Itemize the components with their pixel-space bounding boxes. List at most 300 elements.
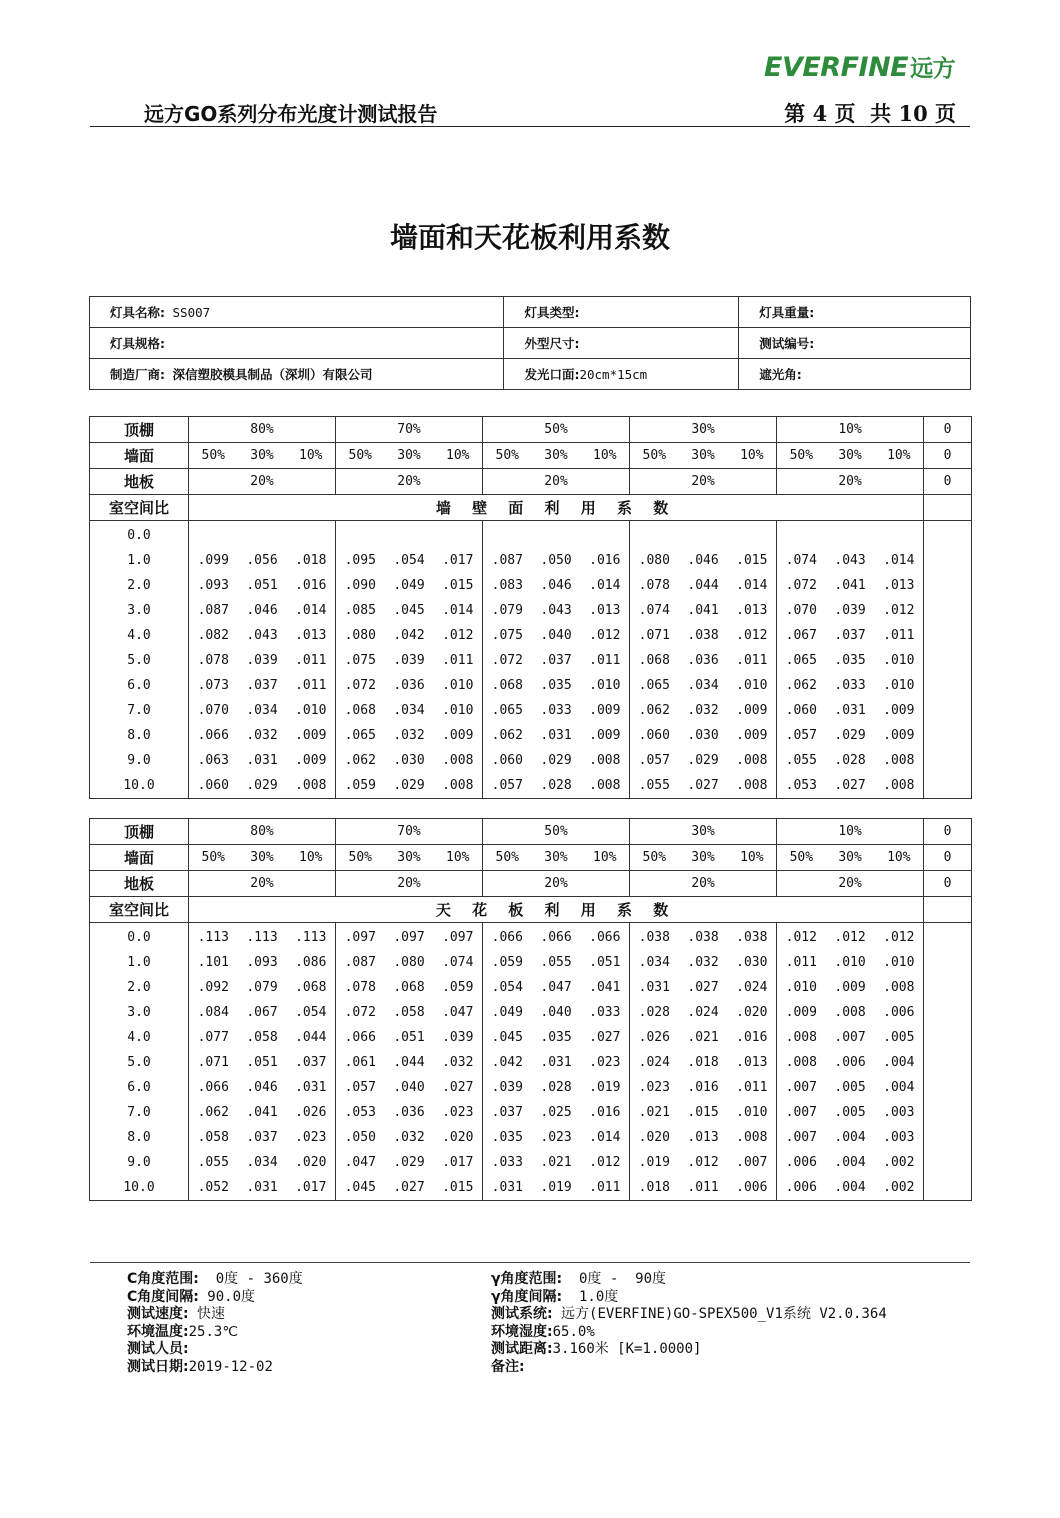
wall-row [90, 443, 972, 469]
coefficient-cell: .053 [344, 1105, 376, 1120]
coefficient-cell: .023 [434, 1100, 483, 1125]
coefficient-cell: .113 [287, 923, 336, 951]
coefficient-cell: .079 [491, 603, 523, 618]
coefficient-cell: .066 [197, 1080, 229, 1095]
wall-reflectance: 10% [287, 443, 336, 469]
coefficient-cell: .013 [687, 1130, 719, 1145]
coefficient-cell: .016 [687, 1080, 719, 1095]
coefficient-cell: .097 [393, 930, 425, 945]
coefficient-cell: .009 [728, 698, 777, 723]
section-title-row [90, 495, 972, 521]
coefficient-cell: .009 [581, 698, 630, 723]
coefficient-cell: .036 [687, 653, 719, 668]
empty-cell [924, 923, 972, 951]
coefficient-cell: .008 [785, 1030, 817, 1045]
coefficient-cell: .008 [728, 1125, 777, 1150]
coefficient-cell [336, 521, 385, 549]
coefficient-cell: .023 [638, 1080, 670, 1095]
table-row [90, 950, 972, 975]
floor-reflectance: 20% [777, 871, 924, 897]
coefficient-cell: .037 [834, 628, 866, 643]
floor-reflectance: 20% [483, 469, 630, 495]
coefficient-cell: .044 [687, 578, 719, 593]
empty-cell [924, 1025, 972, 1050]
footer-divider [90, 1262, 970, 1263]
coefficient-cell: .008 [581, 773, 630, 799]
coefficient-cell: .011 [581, 1175, 630, 1201]
empty-cell [924, 521, 972, 549]
coefficient-cell: .006 [785, 1155, 817, 1170]
coefficient-cell: .041 [834, 578, 866, 593]
coefficient-cell: .062 [197, 1105, 229, 1120]
coefficient-cell: .016 [287, 573, 336, 598]
coefficient-cell: .093 [197, 578, 229, 593]
footer-line: C角度间隔: 90.0度 [127, 1288, 256, 1305]
coefficient-cell: .038 [687, 628, 719, 643]
coefficient-cell: .002 [875, 1150, 924, 1175]
coefficient-cell: .027 [581, 1025, 630, 1050]
coefficient-cell: .040 [540, 628, 572, 643]
coefficient-cell: .078 [638, 578, 670, 593]
wall-reflectance: 30% [385, 443, 434, 469]
coefficient-cell: .004 [826, 1175, 875, 1201]
coefficient-cell: .033 [540, 703, 572, 718]
wall-reflectance: 50% [483, 845, 532, 871]
ceiling-reflectance: 50% [483, 819, 630, 845]
everfine-logo: EVERFINE远方 [764, 52, 956, 83]
table-row [90, 673, 972, 698]
coefficient-cell: .039 [834, 603, 866, 618]
coefficient-cell: .015 [728, 548, 777, 573]
coefficient-cell: .041 [246, 1105, 278, 1120]
wall-reflectance: 50% [630, 845, 679, 871]
empty-cell [924, 1150, 972, 1175]
floor-reflectance: 20% [189, 871, 336, 897]
coefficient-cell: .011 [875, 623, 924, 648]
row-label: 顶棚 [90, 417, 189, 443]
wall-reflectance: 10% [875, 845, 924, 871]
section-title-row [90, 897, 972, 923]
coefficient-cell: .034 [687, 678, 719, 693]
coefficient-cell: .008 [287, 773, 336, 799]
coefficient-cell: .085 [344, 603, 376, 618]
coefficient-cell: .009 [728, 723, 777, 748]
wall-reflectance: 30% [532, 845, 581, 871]
coefficient-cell: .068 [344, 703, 376, 718]
coefficient-cell: .054 [393, 553, 425, 568]
coefficient-cell: .018 [287, 548, 336, 573]
coefficient-cell: .051 [393, 1030, 425, 1045]
coefficient-cell: .017 [287, 1175, 336, 1201]
ceiling-reflectance: 80% [189, 417, 336, 443]
wall-reflectance: 10% [287, 845, 336, 871]
ceiling-reflectance: 70% [336, 417, 483, 443]
coefficient-cell: .039 [246, 653, 278, 668]
coefficient-cell: .065 [638, 678, 670, 693]
coefficient-cell: .065 [785, 653, 817, 668]
coefficient-cell: .011 [785, 955, 817, 970]
coefficient-cell: .079 [246, 980, 278, 995]
wall-reflectance: 10% [581, 845, 630, 871]
wall-reflectance: 30% [238, 845, 287, 871]
empty-cell [924, 1175, 972, 1201]
coefficient-cell: .066 [197, 728, 229, 743]
coefficient-cell: .029 [687, 753, 719, 768]
wall-reflectance: 10% [434, 845, 483, 871]
coefficient-cell: .011 [287, 648, 336, 673]
page-number: 第 4 页 共 10 页 [784, 101, 956, 126]
coefficient-cell [287, 521, 336, 549]
footer-line: γ角度范围: 0度 - 90度 [491, 1271, 666, 1287]
empty-cell [924, 598, 972, 623]
coefficient-cell: .042 [491, 1055, 523, 1070]
coefficient-cell: .029 [834, 728, 866, 743]
coefficient-cell: .027 [679, 773, 728, 799]
empty-cell [924, 648, 972, 673]
coefficient-cell: .078 [197, 653, 229, 668]
coefficient-cell: .040 [540, 1005, 572, 1020]
ceiling-reflectance: 10% [777, 417, 924, 443]
coefficient-cell: .012 [875, 598, 924, 623]
coefficient-cell: .067 [785, 628, 817, 643]
coefficient-cell: .026 [638, 1030, 670, 1045]
fixture-info-table [89, 296, 971, 390]
coefficient-cell: .059 [434, 975, 483, 1000]
rcr-value: 10.0 [90, 1175, 189, 1201]
empty-cell [924, 548, 972, 573]
table-row [90, 1000, 972, 1025]
coefficient-cell: .095 [344, 553, 376, 568]
row-label: 室空间比 [90, 495, 189, 521]
table-row [90, 923, 972, 951]
coefficient-cell: .014 [287, 598, 336, 623]
footer-line: 环境温度:25.3℃ [127, 1323, 239, 1340]
coefficient-cell: .013 [728, 1050, 777, 1075]
info-cell: 遮光角: [739, 359, 971, 390]
coefficient-cell: .072 [344, 678, 376, 693]
coefficient-cell: .067 [246, 1005, 278, 1020]
coefficient-cell: .097 [434, 923, 483, 951]
coefficient-cell [434, 521, 483, 549]
coefficient-cell: .010 [434, 698, 483, 723]
info-row [90, 328, 971, 359]
floor-row [90, 469, 972, 495]
coefficient-cell: .007 [785, 1080, 817, 1095]
coefficient-cell: .074 [785, 553, 817, 568]
coefficient-cell: .054 [287, 1000, 336, 1025]
coefficient-cell: .073 [197, 678, 229, 693]
coefficient-cell: .007 [785, 1105, 817, 1120]
coefficient-cell: .038 [638, 930, 670, 945]
coefficient-cell: .027 [826, 773, 875, 799]
table-row [90, 1075, 972, 1100]
coefficient-cell: .059 [491, 955, 523, 970]
coefficient-cell: .101 [197, 955, 229, 970]
coefficient-cell: .037 [246, 678, 278, 693]
footer-line: γ角度间隔: 1.0度 [491, 1288, 619, 1305]
rcr-value: 1.0 [90, 950, 189, 975]
coefficient-cell: .049 [491, 1005, 523, 1020]
info-cell: 灯具重量: [739, 297, 971, 328]
coefficient-cell: .035 [491, 1130, 523, 1145]
coefficient-cell: .093 [246, 955, 278, 970]
coefficient-cell: .005 [834, 1080, 866, 1095]
ceiling-reflectance: 30% [630, 417, 777, 443]
coefficient-cell: .057 [344, 1080, 376, 1095]
rcr-value: 6.0 [90, 1075, 189, 1100]
coefficient-cell: .051 [246, 1055, 278, 1070]
coefficient-cell: .080 [344, 628, 376, 643]
coefficient-cell: .031 [287, 1075, 336, 1100]
page-title: 墙面和天花板利用系数 [389, 221, 670, 254]
coefficient-cell: .046 [687, 553, 719, 568]
coefficient-cell: .039 [393, 653, 425, 668]
empty-cell [924, 1000, 972, 1025]
coefficient-cell: .044 [287, 1025, 336, 1050]
coefficient-cell: .031 [483, 1175, 532, 1201]
coefficient-cell: .014 [581, 1125, 630, 1150]
coefficient-cell: .074 [434, 950, 483, 975]
coefficient-cell: .033 [491, 1155, 523, 1170]
table-row [90, 1025, 972, 1050]
info-cell: 灯具类型: [504, 297, 739, 328]
empty-cell [924, 748, 972, 773]
wall-reflectance: 50% [336, 845, 385, 871]
wall-reflectance: 50% [777, 845, 826, 871]
coefficient-cell: .038 [687, 930, 719, 945]
coefficient-cell: .006 [728, 1175, 777, 1201]
table-row [90, 623, 972, 648]
coefficient-cell: .041 [581, 975, 630, 1000]
coefficient-cell: .047 [434, 1000, 483, 1025]
coefficient-cell: .032 [687, 703, 719, 718]
wall-reflectance: 30% [238, 443, 287, 469]
coefficient-cell: .010 [875, 673, 924, 698]
wall-reflectance: 10% [434, 443, 483, 469]
table-row [90, 548, 972, 573]
empty-cell [924, 1075, 972, 1100]
coefficient-cell: .052 [189, 1175, 238, 1201]
ceiling-reflectance: 80% [189, 819, 336, 845]
empty-cell [924, 495, 972, 521]
empty-cell [924, 1100, 972, 1125]
coefficient-cell: .015 [434, 573, 483, 598]
empty-cell [924, 1050, 972, 1075]
table-row [90, 698, 972, 723]
coefficient-cell: .080 [393, 955, 425, 970]
coefficient-cell: .015 [434, 1175, 483, 1201]
coefficient-cell: .011 [728, 1075, 777, 1100]
coefficient-cell: .057 [785, 728, 817, 743]
floor-reflectance: 20% [189, 469, 336, 495]
coefficient-cell: .034 [246, 703, 278, 718]
wall-reflectance: 30% [679, 443, 728, 469]
coefficient-cell: .019 [581, 1075, 630, 1100]
page-header [90, 98, 970, 127]
rcr-value: 2.0 [90, 975, 189, 1000]
coefficient-cell: .006 [875, 1000, 924, 1025]
coefficient-cell: .009 [785, 1005, 817, 1020]
coefficient-cell: .060 [189, 773, 238, 799]
coefficient-cell: .050 [344, 1130, 376, 1145]
coefficient-cell: .029 [393, 1155, 425, 1170]
coefficient-cell: .012 [875, 923, 924, 951]
coefficient-cell: .113 [197, 930, 229, 945]
ceiling-utilization-table [89, 818, 972, 1201]
coefficient-cell: .051 [246, 578, 278, 593]
coefficient-cell: .043 [246, 628, 278, 643]
coefficient-cell: .068 [638, 653, 670, 668]
empty-cell [924, 773, 972, 799]
coefficient-cell: .071 [638, 628, 670, 643]
coefficient-cell: .003 [875, 1100, 924, 1125]
coefficient-cell: .018 [630, 1175, 679, 1201]
empty-cell [924, 975, 972, 1000]
coefficient-cell: .056 [246, 553, 278, 568]
empty-cell [924, 623, 972, 648]
footer-line: 测试速度: 快速 [127, 1306, 226, 1322]
coefficient-cell: .007 [728, 1150, 777, 1175]
coefficient-cell [238, 521, 287, 549]
coefficient-cell: .011 [679, 1175, 728, 1201]
coefficient-cell: .018 [687, 1055, 719, 1070]
coefficient-cell: .010 [875, 950, 924, 975]
coefficient-cell: .043 [540, 603, 572, 618]
coefficient-cell: .029 [385, 773, 434, 799]
wall-reflectance: 50% [189, 443, 238, 469]
info-row [90, 359, 971, 390]
coefficient-cell: .055 [197, 1155, 229, 1170]
coefficient-cell: .049 [393, 578, 425, 593]
wall-reflectance: 50% [777, 443, 826, 469]
table-row [90, 521, 972, 549]
coefficient-cell: .057 [638, 753, 670, 768]
wall-reflectance: 30% [385, 845, 434, 871]
coefficient-cell: .046 [246, 603, 278, 618]
coefficient-cell: .017 [434, 548, 483, 573]
coefficient-cell: .007 [834, 1030, 866, 1045]
coefficient-cell: .023 [540, 1130, 572, 1145]
coefficient-cell: .020 [638, 1130, 670, 1145]
coefficient-cell: .021 [638, 1105, 670, 1120]
coefficient-cell: .066 [540, 930, 572, 945]
floor-reflectance: 0 [924, 871, 972, 897]
row-label: 地板 [90, 871, 189, 897]
wall-reflectance: 0 [924, 845, 972, 871]
table-row [90, 648, 972, 673]
coefficient-cell: .072 [785, 578, 817, 593]
floor-reflectance: 20% [483, 871, 630, 897]
table-row [90, 1175, 972, 1201]
coefficient-cell: .097 [344, 930, 376, 945]
coefficient-cell: .031 [540, 1055, 572, 1070]
floor-reflectance: 20% [336, 469, 483, 495]
coefficient-cell: .014 [875, 548, 924, 573]
table-row [90, 1100, 972, 1125]
coefficient-cell: .065 [491, 703, 523, 718]
coefficient-cell: .036 [393, 1105, 425, 1120]
coefficient-cell: .028 [532, 773, 581, 799]
coefficient-cell: .004 [875, 1075, 924, 1100]
empty-cell [924, 950, 972, 975]
floor-row [90, 871, 972, 897]
coefficient-cell: .045 [393, 603, 425, 618]
coefficient-cell: .009 [875, 698, 924, 723]
rcr-value: 7.0 [90, 1100, 189, 1125]
coefficient-cell: .014 [434, 598, 483, 623]
coefficient-cell: .027 [687, 980, 719, 995]
coefficient-cell: .039 [434, 1025, 483, 1050]
coefficient-cell: .066 [344, 1030, 376, 1045]
coefficient-cell: .019 [532, 1175, 581, 1201]
wall-row [90, 845, 972, 871]
coefficient-cell: .028 [834, 753, 866, 768]
coefficient-cell: .087 [344, 955, 376, 970]
row-label: 顶棚 [90, 819, 189, 845]
coefficient-cell: .003 [875, 1125, 924, 1150]
coefficient-cell: .099 [197, 553, 229, 568]
coefficient-cell: .068 [287, 975, 336, 1000]
coefficient-cell: .087 [491, 553, 523, 568]
coefficient-cell: .053 [777, 773, 826, 799]
rcr-value: 5.0 [90, 1050, 189, 1075]
coefficient-cell: .058 [197, 1130, 229, 1145]
coefficient-cell: .045 [491, 1030, 523, 1045]
footer-line: C角度范围: 0度 - 360度 [127, 1271, 303, 1287]
coefficient-cell: .020 [287, 1150, 336, 1175]
rcr-value: 9.0 [90, 1150, 189, 1175]
coefficient-cell [728, 521, 777, 549]
coefficient-cell: .006 [834, 1055, 866, 1070]
coefficient-cell: .016 [581, 548, 630, 573]
ceiling-reflectance: 50% [483, 417, 630, 443]
coefficient-cell: .008 [434, 773, 483, 799]
coefficient-cell [826, 521, 875, 549]
coefficient-cell: .072 [344, 1005, 376, 1020]
coefficient-cell: .078 [344, 980, 376, 995]
rcr-value: 4.0 [90, 1025, 189, 1050]
footer-line: 环境湿度:65.0% [491, 1323, 595, 1340]
coefficient-cell: .059 [336, 773, 385, 799]
coefficient-cell: .032 [246, 728, 278, 743]
coefficient-cell: .062 [785, 678, 817, 693]
coefficient-cell: .042 [393, 628, 425, 643]
coefficient-cell: .031 [540, 728, 572, 743]
coefficient-cell: .030 [393, 753, 425, 768]
coefficient-cell: .013 [875, 573, 924, 598]
row-label: 墙面 [90, 845, 189, 871]
coefficient-cell [532, 521, 581, 549]
coefficient-cell: .035 [834, 653, 866, 668]
coefficient-cell: .010 [834, 955, 866, 970]
coefficient-cell: .027 [385, 1175, 434, 1201]
coefficient-cell: .068 [491, 678, 523, 693]
coefficient-cell: .020 [728, 1000, 777, 1025]
table-row [90, 1125, 972, 1150]
rcr-value: 8.0 [90, 1125, 189, 1150]
coefficient-cell: .013 [287, 623, 336, 648]
empty-cell [924, 1125, 972, 1150]
coefficient-cell: .011 [287, 673, 336, 698]
coefficient-cell: .010 [785, 980, 817, 995]
footer-line: 备注: [491, 1358, 525, 1375]
coefficient-cell: .009 [287, 748, 336, 773]
coefficient-cell: .004 [834, 1130, 866, 1145]
coefficient-cell: .030 [687, 728, 719, 743]
footer-line: 测试日期:2019-12-02 [127, 1358, 273, 1375]
coefficient-cell: .037 [540, 653, 572, 668]
coefficient-cell: .029 [540, 753, 572, 768]
